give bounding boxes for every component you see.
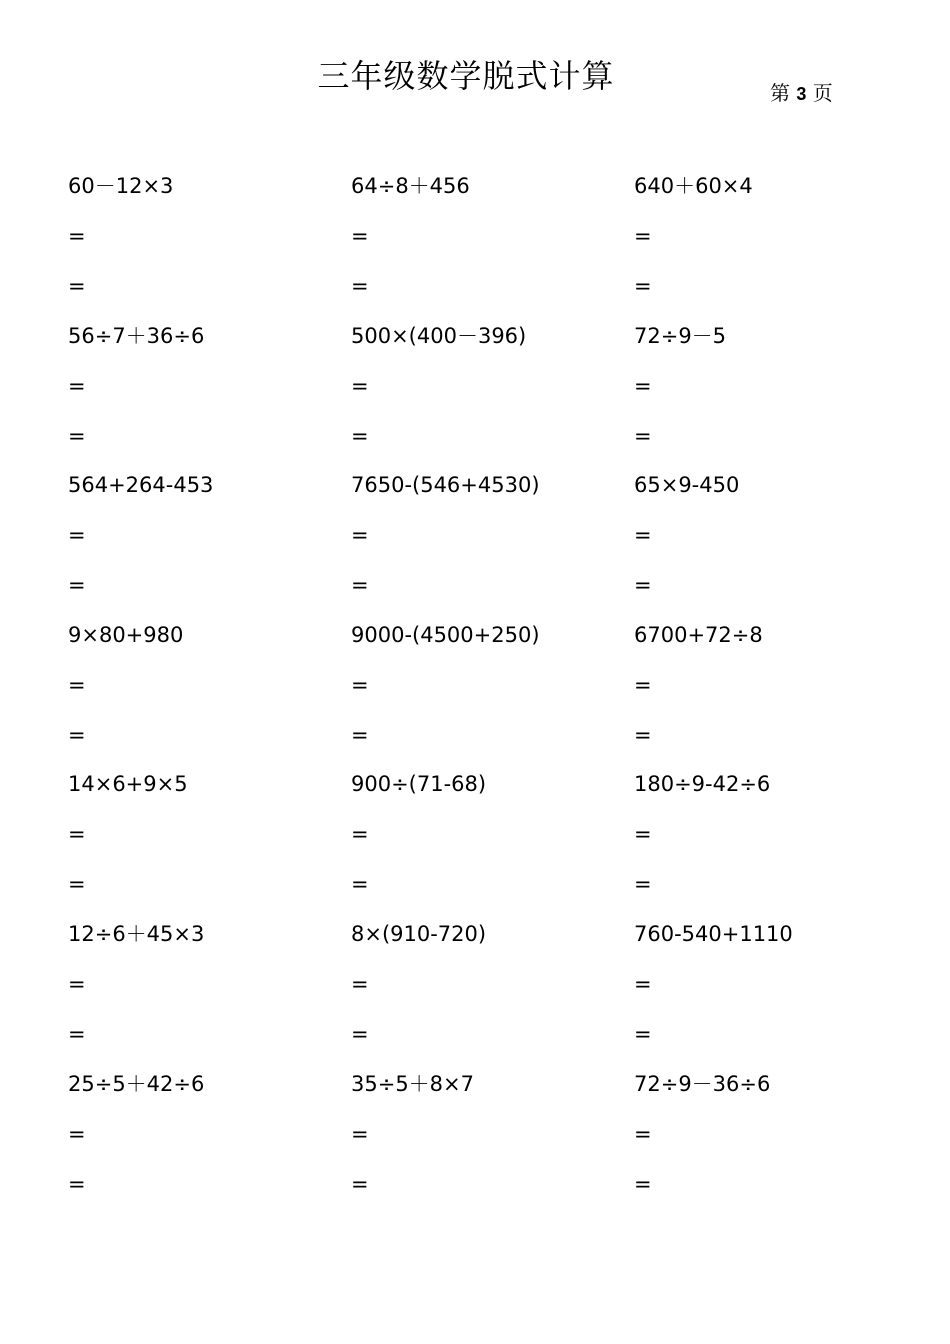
problem-cell [634, 766, 917, 916]
answer-line: = [351, 1121, 369, 1146]
answer-line: = [634, 523, 652, 548]
answer-line: = [68, 722, 86, 747]
problem-expression: 7650-(546+4530) [351, 473, 540, 498]
answer-line: = [68, 523, 86, 548]
problem-cell [351, 617, 634, 767]
problem-cell [351, 766, 634, 916]
answer-line: = [351, 373, 369, 398]
problem-expression: 640＋60×4 [634, 174, 753, 198]
answer-line: = [634, 822, 652, 847]
answer-line: = [351, 1021, 369, 1046]
answer-line: = [351, 423, 369, 448]
answer-line: = [68, 1171, 86, 1196]
answer-line: = [351, 523, 369, 548]
answer-line: = [351, 722, 369, 747]
answer-line: = [351, 672, 369, 697]
problem-expression: 760-540+1110 [634, 921, 793, 946]
answer-line: = [634, 274, 652, 298]
problem-cell [351, 318, 634, 468]
answer-line: = [351, 224, 369, 248]
problem-cell [351, 1066, 634, 1216]
answer-line: = [68, 971, 86, 996]
page-number-label [770, 80, 833, 107]
answer-line: = [68, 822, 86, 847]
answer-line: = [68, 373, 86, 398]
answer-line: = [634, 722, 652, 747]
page-label-suffix: 页 [812, 81, 833, 105]
answer-line: = [351, 1171, 369, 1196]
problem-cell [351, 168, 634, 318]
answer-line: = [68, 672, 86, 697]
answer-line: = [634, 373, 652, 398]
problem-expression: 180÷9-42÷6 [634, 772, 771, 797]
answer-line: = [634, 672, 652, 697]
problem-expression: 6700+72÷8 [634, 622, 763, 647]
problem-cell [68, 467, 351, 617]
problem-expression: 72÷9－36÷6 [634, 1071, 771, 1096]
answer-line: = [68, 573, 86, 598]
answer-line: = [68, 872, 86, 897]
problem-expression: 60－12×3 [68, 174, 174, 198]
answer-line: = [351, 971, 369, 996]
answer-line: = [634, 573, 652, 598]
problem-expression: 72÷9－5 [634, 323, 727, 348]
problem-expression: 14×6+9×5 [68, 772, 188, 797]
answer-line: = [68, 1121, 86, 1146]
problem-expression: 8×(910-720) [351, 921, 487, 946]
answer-line: = [634, 1121, 652, 1146]
answer-line: = [351, 573, 369, 598]
problem-cell [68, 916, 351, 1066]
answer-line: = [68, 423, 86, 448]
problem-expression: 35÷5＋8×7 [351, 1071, 474, 1096]
problem-cell [68, 318, 351, 468]
problem-cell [68, 168, 351, 318]
problem-cell [68, 766, 351, 916]
answer-line: = [634, 224, 652, 248]
problem-expression: 9000-(4500+250) [351, 622, 540, 647]
problem-expression: 500×(400－396) [351, 323, 527, 348]
problem-expression: 12÷6＋45×3 [68, 921, 205, 946]
problem-cell [68, 617, 351, 767]
problem-expression: 900÷(71-68) [351, 772, 487, 797]
problem-cell [634, 168, 917, 318]
answer-line: = [634, 1021, 652, 1046]
answer-line: = [634, 1171, 652, 1196]
page-label-prefix: 第 [770, 81, 790, 105]
problem-cell [634, 318, 917, 468]
problem-expression: 9×80+980 [68, 622, 184, 647]
problem-expression: 65×9-450 [634, 473, 740, 498]
answer-line: = [634, 971, 652, 996]
answer-line: = [68, 274, 86, 298]
answer-line: = [634, 872, 652, 897]
answer-line: = [68, 1021, 86, 1046]
answer-line: = [351, 872, 369, 897]
answer-line: = [634, 423, 652, 448]
problem-cell [351, 916, 634, 1066]
problem-cell [351, 467, 634, 617]
problem-cell [634, 467, 917, 617]
answer-line: = [351, 822, 369, 847]
problem-grid [68, 168, 928, 1215]
problem-expression: 25÷5＋42÷6 [68, 1071, 205, 1096]
answer-line: = [351, 274, 369, 298]
page-title: 三年级数学脱式计算 [317, 57, 615, 95]
problem-expression: 56÷7＋36÷6 [68, 323, 205, 348]
problem-cell [634, 916, 917, 1066]
problem-cell [634, 617, 917, 767]
problem-expression: 564+264-453 [68, 473, 214, 498]
page-number: 3 [796, 84, 807, 104]
problem-cell [68, 1066, 351, 1216]
problem-cell [634, 1066, 917, 1216]
problem-expression: 64÷8＋456 [351, 174, 470, 198]
answer-line: = [68, 224, 86, 248]
